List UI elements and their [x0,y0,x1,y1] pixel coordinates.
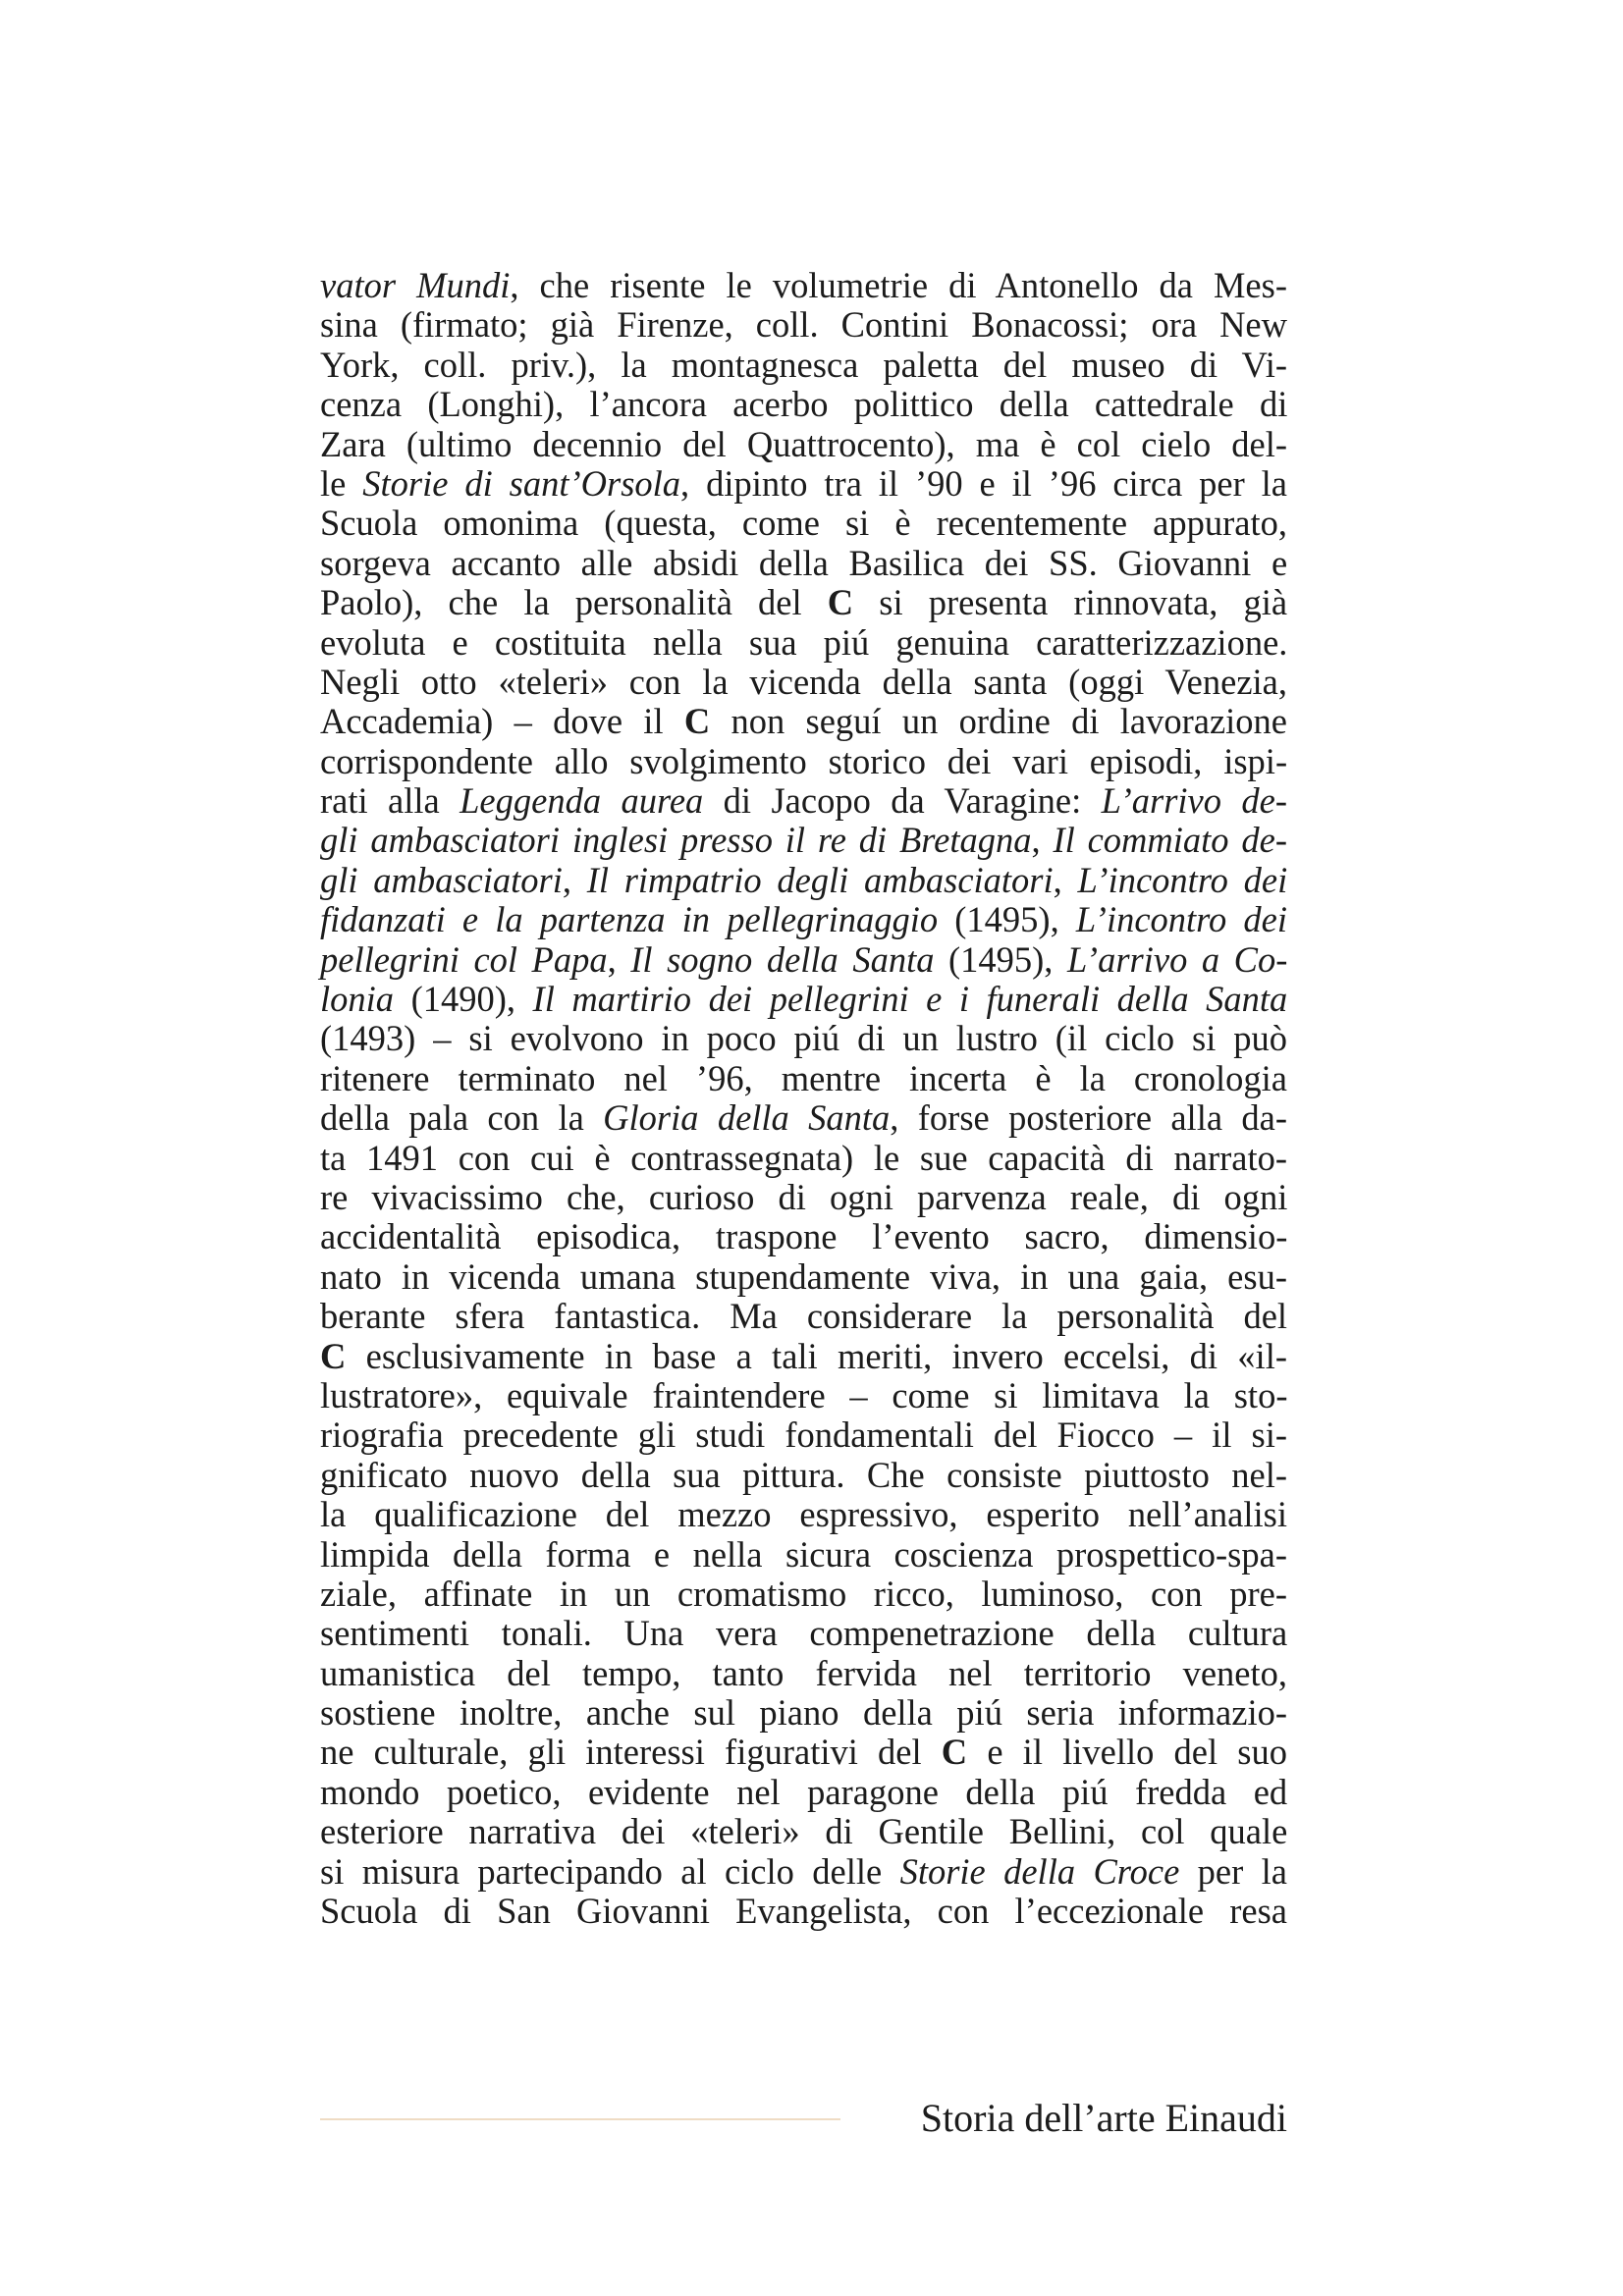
italic-title: L’arrivo de- [1101,780,1288,822]
text-line [320,1693,1287,1733]
bold-abbreviation: C [683,701,711,742]
text-line [320,1297,1287,1336]
text-line [320,346,1287,385]
italic-title: L’arrivo a Co- [1066,938,1288,980]
text-run: , [607,938,631,980]
text-line [320,1337,1287,1376]
page-footer [320,2089,1287,2148]
text-line [320,1614,1287,1653]
text-line [320,425,1287,464]
text-run: re vivacissimo che, curioso di ogni parvenza reale, di ogni [320,1176,1288,1217]
publisher-title: Storia dell’arte Einaudi [920,2096,1287,2140]
text-run: riografia precedente gli studi fondamentali del Fiocco – il si- [320,1415,1287,1456]
text-run: (1493) – si evolvono in poco piú di un lustro (il ciclo si può [320,1018,1287,1059]
text-line [320,504,1287,543]
text-run: rati alla [320,780,460,822]
italic-title: Storie della Croce [899,1850,1180,1892]
text-line [320,1575,1287,1614]
bold-abbreviation: C [320,1335,347,1376]
text-run: le [320,462,363,504]
italic-title: gli ambasciatori inglesi presso il re di Bretagna [320,820,1032,861]
text-line [320,1892,1287,1931]
italic-title: fidanzati e la partenza in pellegrinaggio [320,899,939,940]
text-run: berante sfera fantastica. Ma considerare la personalità del [320,1296,1288,1337]
text-run: (1490), [394,979,533,1020]
text-line [320,940,1287,980]
text-run: , dipinto tra il ’90 e il ’96 circa per la [680,462,1287,504]
text-line [320,1495,1287,1534]
text-line [320,1217,1287,1256]
text-run: York, coll. priv.), la montagnesca paletta del museo di Vi- [320,344,1287,385]
text-run: ziale, affinate in un cromatismo ricco, luminoso, con pre- [320,1573,1287,1614]
text-run: Negli otto «teleri» con la vicenda della santa (oggi Venezia, [320,661,1287,702]
footer-rule [320,2118,840,2120]
text-line [320,583,1287,622]
text-line [320,861,1287,900]
text-line [320,1059,1287,1098]
text-line [320,1812,1287,1851]
text-run: Scuola di San Giovanni Evangelista, con l’eccezionale resa [320,1891,1287,1932]
text-run: sorgeva accanto alle absidi della Basilica dei SS. Giovanni e [320,542,1288,583]
bold-abbreviation: C [941,1732,968,1773]
text-line [320,464,1287,504]
text-line [320,1456,1287,1495]
italic-title: gli ambasciatori [320,859,563,900]
text-run: , [562,859,587,900]
text-run: per la [1179,1850,1287,1892]
text-run: sostiene inoltre, anche sul piano della piú seria informazio- [320,1692,1287,1734]
text-run: ritenere terminato nel ’96, mentre incerta è la cronologia [320,1057,1287,1098]
italic-title: Gloria della Santa [603,1097,891,1139]
text-run: della pala con la [320,1097,604,1139]
text-line [320,1019,1287,1058]
text-line [320,742,1287,781]
text-run: limpida della forma e nella sicura coscienza prospettico-spa- [320,1533,1287,1575]
text-line [320,1098,1287,1138]
text-run: di Jacopo da Varagine: [703,780,1102,822]
text-run: sina (firmato; già Firenze, coll. Contini Bonacossi; ora New [320,304,1287,346]
text-run: Paolo), che la personalità del [320,582,828,623]
text-run: Zara (ultimo decennio del Quattrocento), ma è col cielo del- [320,423,1287,464]
italic-title: Leggenda aurea [460,780,704,822]
text-line [320,900,1287,939]
italic-title: Il rimpatrio degli ambasciatori [586,859,1054,900]
body-paragraph [320,266,1287,1931]
italic-title: lonia [320,979,395,1020]
text-line [320,385,1287,424]
text-line [320,1852,1287,1892]
bold-abbreviation: C [827,582,854,623]
text-run: Accademia) – dove il [320,701,684,742]
text-run: esclusivamente in base a tali meriti, invero eccelsi, di «il- [346,1335,1287,1376]
text-line [320,781,1287,821]
text-run: umanistica del tempo, tanto fervida nel territorio veneto, [320,1652,1288,1693]
text-line [320,663,1287,702]
text-line [320,1376,1287,1415]
text-line [320,1654,1287,1693]
text-line [320,1178,1287,1217]
text-line [320,1773,1287,1812]
text-line [320,266,1287,305]
italic-title: Il martirio dei pellegrini e i funerali della Santa [532,979,1288,1020]
text-line [320,980,1287,1019]
text-run: e il livello del suo [967,1732,1287,1773]
text-run: nato in vicenda umana stupendamente viva, in una gaia, esu- [320,1255,1287,1297]
text-run: la qualificazione del mezzo espressivo, esperito nell’analisi [320,1494,1287,1535]
text-run: , [1053,859,1078,900]
italic-title: L’incontro dei [1075,899,1288,940]
text-line [320,1257,1287,1297]
text-run: ne culturale, gli interessi figurativi del [320,1732,942,1773]
text-run: si misura partecipando al ciclo delle [320,1850,900,1892]
text-run: mondo poetico, evidente nel paragone della piú fredda ed [320,1771,1288,1812]
text-run: cenza (Longhi), l’ancora acerbo polittico della cattedrale di [320,384,1288,425]
text-run: si presenta rinnovata, già [853,582,1288,623]
text-line [320,1733,1287,1772]
text-run: , [1031,820,1054,861]
text-run: Scuola omonima (questa, come si è recentemente appurato, [320,503,1287,544]
text-line [320,305,1287,345]
text-run: , che risente le volumetrie di Antonello da Mes- [510,265,1287,305]
text-run: gnificato nuovo della sua pittura. Che consiste piuttosto nel- [320,1454,1287,1495]
text-run: esteriore narrativa dei «teleri» di Gentile Bellini, col quale [320,1811,1288,1852]
italic-title: L’incontro dei [1077,859,1288,900]
italic-title: pellegrini col Papa [320,938,608,980]
text-line [320,544,1287,583]
text-line [320,1535,1287,1575]
italic-title: Il commiato de- [1053,820,1287,861]
text-run: accidentalità episodica, traspone l’evento sacro, dimensio- [320,1216,1288,1257]
text-line [320,821,1287,860]
text-line [320,1139,1287,1178]
text-line [320,702,1287,741]
italic-title: vator Mundi [320,265,511,305]
text-line [320,623,1287,663]
text-run: sentimenti tonali. Una vera compenetrazione della cultura [320,1613,1288,1654]
text-run: , forse posteriore alla da- [890,1097,1287,1139]
text-run: non seguí un ordine di lavorazione [710,701,1287,742]
text-run: (1495), [938,899,1076,940]
text-run: ta 1491 con cui è contrassegnata) le sue capacità di narrato- [320,1137,1287,1178]
text-run: (1495), [934,938,1067,980]
text-line [320,1415,1287,1455]
text-run: evoluta e costituita nella sua piú genuina caratterizzazione. [320,621,1288,663]
text-run: lustratore», equivale fraintendere – come si limitava la sto- [320,1374,1288,1415]
italic-title: Storie di sant’Orsola [362,462,681,504]
text-run: corrispondente allo svolgimento storico dei vari episodi, ispi- [320,740,1288,781]
italic-title: Il sogno della Santa [630,938,935,980]
